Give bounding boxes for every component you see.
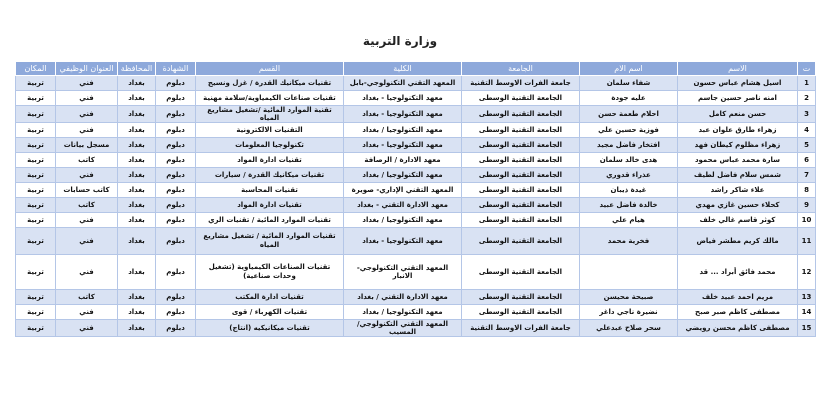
row-department: تقنيات الصناعات الكيمياوية (تشغيل وحدات صناعية) <box>196 255 344 290</box>
row-name: سارة محمد عباس محمود <box>678 153 798 168</box>
row-college: معهد التكنولوجيا - بغداد <box>344 106 462 123</box>
row-governorate: بغداد <box>118 153 156 168</box>
row-university: جامعة الفرات الاوسط التقنية <box>462 320 580 337</box>
row-college: المعهد التقني التكنولوجي-بابل <box>344 76 462 91</box>
row-degree: دبلوم <box>156 123 196 138</box>
row-department: تقنيات الكهرباء / قوى <box>196 305 344 320</box>
row-department: تقنيات ميكانيك القدرة / سيارات <box>196 168 344 183</box>
col-department: القسم <box>196 62 344 76</box>
row-department: تقنيات ادارة المواد <box>196 198 344 213</box>
col-governorate: المحافظة <box>118 62 156 76</box>
row-name: حسن منعم كامل <box>678 106 798 123</box>
col-index: ت <box>798 62 816 76</box>
row-college: معهد الادارة / الرصافة <box>344 153 462 168</box>
row-index: 2 <box>798 91 816 106</box>
row-job-title: فني <box>56 320 118 337</box>
row-mother-name: افتخار فاضل مجيد <box>580 138 678 153</box>
row-job-title: فني <box>56 168 118 183</box>
row-governorate: بغداد <box>118 91 156 106</box>
table-row <box>16 123 816 138</box>
row-place: تربية <box>16 106 56 123</box>
row-governorate: بغداد <box>118 255 156 290</box>
row-index: 12 <box>798 255 816 290</box>
table-row <box>16 305 816 320</box>
row-university: الجامعة التقنية الوسطى <box>462 106 580 123</box>
table-row <box>16 183 816 198</box>
row-governorate: بغداد <box>118 228 156 255</box>
row-degree: دبلوم <box>156 213 196 228</box>
row-index: 9 <box>798 198 816 213</box>
row-index: 8 <box>798 183 816 198</box>
row-college: المعهد التقني التكنولوجي- الانبار <box>344 255 462 290</box>
row-mother-name: خالدة فاضل عبيد <box>580 198 678 213</box>
row-mother-name: فوزية حسين علي <box>580 123 678 138</box>
row-governorate: بغداد <box>118 198 156 213</box>
row-university: الجامعة التقنية الوسطى <box>462 213 580 228</box>
row-job-title: فني <box>56 228 118 255</box>
row-governorate: بغداد <box>118 305 156 320</box>
row-place: تربية <box>16 320 56 337</box>
row-university: الجامعة التقنية الوسطى <box>462 198 580 213</box>
row-place: تربية <box>16 123 56 138</box>
row-department: تقنيات ميكانيكيه (انتاج) <box>196 320 344 337</box>
row-place: تربية <box>16 290 56 305</box>
row-mother-name: نضيرة ناجي داغر <box>580 305 678 320</box>
row-governorate: بغداد <box>118 183 156 198</box>
row-name: امنه ناصر حسين جاسم <box>678 91 798 106</box>
row-college: معهد التكنولوجيا - بغداد <box>344 91 462 106</box>
row-job-title: كاتب <box>56 198 118 213</box>
row-index: 14 <box>798 305 816 320</box>
row-department: تكنولوجيا المعلومات <box>196 138 344 153</box>
row-job-title: كاتب <box>56 290 118 305</box>
table-row <box>16 168 816 183</box>
row-degree: دبلوم <box>156 305 196 320</box>
row-university: الجامعة التقنية الوسطى <box>462 228 580 255</box>
row-governorate: بغداد <box>118 213 156 228</box>
row-degree: دبلوم <box>156 168 196 183</box>
row-mother-name: عليه جودة <box>580 91 678 106</box>
row-degree: دبلوم <box>156 183 196 198</box>
col-name: الاسم <box>678 62 798 76</box>
row-mother-name: غيدة ذيبان <box>580 183 678 198</box>
col-degree: الشهادة <box>156 62 196 76</box>
row-job-title: فني <box>56 213 118 228</box>
row-name: علاء شاكر راشد <box>678 183 798 198</box>
row-college: معهد التكنولوجيا / بغداد <box>344 305 462 320</box>
row-name: اسيل هشام عباس حسون <box>678 76 798 91</box>
row-department: تقنيات صناعات الكيمياوية/سلامة مهنية <box>196 91 344 106</box>
row-job-title: فني <box>56 305 118 320</box>
row-name: زهراء طارق علوان عبد <box>678 123 798 138</box>
row-place: تربية <box>16 255 56 290</box>
row-mother-name: شفاء سلمان <box>580 76 678 91</box>
row-name: مصطفى كاظم محسن رويضي <box>678 320 798 337</box>
row-degree: دبلوم <box>156 153 196 168</box>
row-mother-name <box>580 255 678 290</box>
col-mother-name: اسم الام <box>580 62 678 76</box>
col-college: الكلية <box>344 62 462 76</box>
row-mother-name: سحر صلاح عبدعلي <box>580 320 678 337</box>
row-mother-name: احلام طعمة حسن <box>580 106 678 123</box>
row-governorate: بغداد <box>118 320 156 337</box>
row-place: تربية <box>16 213 56 228</box>
row-college: معهد التكنولوجيا / بغداد <box>344 168 462 183</box>
col-university: الجامعة <box>462 62 580 76</box>
row-degree: دبلوم <box>156 228 196 255</box>
row-university: الجامعة التقنية الوسطى <box>462 168 580 183</box>
row-college: المعهد التقني الإداري- صويرة <box>344 183 462 198</box>
row-department: تقنيات ميكانيك القدرة / غزل ونسيج <box>196 76 344 91</box>
table-row <box>16 76 816 91</box>
table-row <box>16 153 816 168</box>
row-index: 15 <box>798 320 816 337</box>
row-university: الجامعة التقنية الوسطى <box>462 91 580 106</box>
row-place: تربية <box>16 198 56 213</box>
row-index: 5 <box>798 138 816 153</box>
row-name: مصطفى كاظم صبر صبح <box>678 305 798 320</box>
row-job-title: مسجل بيانات <box>56 138 118 153</box>
row-index: 1 <box>798 76 816 91</box>
row-name: محمد فائق أبراد ... قد <box>678 255 798 290</box>
table-row <box>16 91 816 106</box>
row-college: معهد التكنولوجيا / بغداد <box>344 123 462 138</box>
row-name: شمس سلام فاضل لطيف <box>678 168 798 183</box>
row-job-title: فني <box>56 123 118 138</box>
row-name: كوثر قاسم غالي خلف <box>678 213 798 228</box>
row-place: تربية <box>16 91 56 106</box>
row-college: معهد الادارة التقني - بغداد <box>344 198 462 213</box>
row-place: تربية <box>16 76 56 91</box>
row-place: تربية <box>16 305 56 320</box>
row-index: 3 <box>798 106 816 123</box>
row-governorate: بغداد <box>118 138 156 153</box>
row-department: تقنيات الموارد المائية / تقنيات الري <box>196 213 344 228</box>
row-name: كحلاء حسين غازي مهدي <box>678 198 798 213</box>
row-place: تربية <box>16 138 56 153</box>
row-college: معهد التكنولوجيا - بغداد <box>344 228 462 255</box>
table-row <box>16 290 816 305</box>
row-degree: دبلوم <box>156 255 196 290</box>
row-index: 4 <box>798 123 816 138</box>
row-department: تقنية الموارد المائية /تشغيل مشاريع المياه <box>196 106 344 123</box>
row-degree: دبلوم <box>156 198 196 213</box>
row-governorate: بغداد <box>118 123 156 138</box>
row-governorate: بغداد <box>118 76 156 91</box>
row-department: تقنيات ادارة المواد <box>196 153 344 168</box>
row-university: الجامعة التقنية الوسطى <box>462 138 580 153</box>
table-row <box>16 198 816 213</box>
row-job-title: كاتب <box>56 153 118 168</box>
row-index: 11 <box>798 228 816 255</box>
row-index: 10 <box>798 213 816 228</box>
row-university: جامعة الفرات الاوسط التقنية <box>462 76 580 91</box>
row-college: معهد الادارة التقني / بغداد <box>344 290 462 305</box>
employees-table <box>15 61 816 337</box>
row-degree: دبلوم <box>156 290 196 305</box>
row-place: تربية <box>16 228 56 255</box>
table-row <box>16 255 816 290</box>
row-degree: دبلوم <box>156 320 196 337</box>
row-mother-name: هيام علي <box>580 213 678 228</box>
table-row <box>16 228 816 255</box>
col-job-title: العنوان الوظيفي <box>56 62 118 76</box>
row-mother-name: صبيحة محيسن <box>580 290 678 305</box>
row-mother-name: هدى خالد سلمان <box>580 153 678 168</box>
table-row <box>16 106 816 123</box>
row-governorate: بغداد <box>118 290 156 305</box>
row-university: الجامعة التقنية الوسطى <box>462 305 580 320</box>
row-index: 6 <box>798 153 816 168</box>
row-degree: دبلوم <box>156 106 196 123</box>
row-university: الجامعة التقنية الوسطى <box>462 153 580 168</box>
row-degree: دبلوم <box>156 138 196 153</box>
row-index: 7 <box>798 168 816 183</box>
row-name: مريم احمد عبيد خلف <box>678 290 798 305</box>
row-mother-name: عذراء قدوري <box>580 168 678 183</box>
header-row <box>16 62 816 76</box>
col-place: المكان <box>16 62 56 76</box>
row-department: تقنيات ادارة المكتب <box>196 290 344 305</box>
row-job-title: فني <box>56 76 118 91</box>
row-governorate: بغداد <box>118 106 156 123</box>
row-degree: دبلوم <box>156 76 196 91</box>
row-index: 13 <box>798 290 816 305</box>
table-row <box>16 138 816 153</box>
row-job-title: فني <box>56 91 118 106</box>
row-name: زهراء مظلوم كيطان فهد <box>678 138 798 153</box>
row-place: تربية <box>16 168 56 183</box>
row-college: المعهد التقني التكنولوجي/المسيب <box>344 320 462 337</box>
table-row <box>16 320 816 337</box>
row-job-title: فني <box>56 106 118 123</box>
row-department: تقنيات المحاسبة <box>196 183 344 198</box>
row-department: تقنيات الموارد المائية / تشغيل مشاريع المياه <box>196 228 344 255</box>
row-job-title: كاتب حسابات <box>56 183 118 198</box>
row-governorate: بغداد <box>118 168 156 183</box>
row-university: الجامعة التقنية الوسطى <box>462 290 580 305</box>
row-university: الجامعة التقنية الوسطى <box>462 123 580 138</box>
row-name: مالك كريم مطشر فياض <box>678 228 798 255</box>
row-place: تربية <box>16 183 56 198</box>
page-title: وزارة التربية <box>362 34 438 48</box>
row-university: الجامعة التقنية الوسطى <box>462 255 580 290</box>
row-place: تربية <box>16 153 56 168</box>
row-job-title: فني <box>56 255 118 290</box>
row-degree: دبلوم <box>156 91 196 106</box>
row-college: معهد التكنولوجيا / بغداد <box>344 213 462 228</box>
row-department: التقنيات الالكترونية <box>196 123 344 138</box>
row-college: معهد التكنولوجيا - بغداد <box>344 138 462 153</box>
row-university: الجامعة التقنية الوسطى <box>462 183 580 198</box>
row-mother-name: فخرية محمد <box>580 228 678 255</box>
table-row <box>16 213 816 228</box>
